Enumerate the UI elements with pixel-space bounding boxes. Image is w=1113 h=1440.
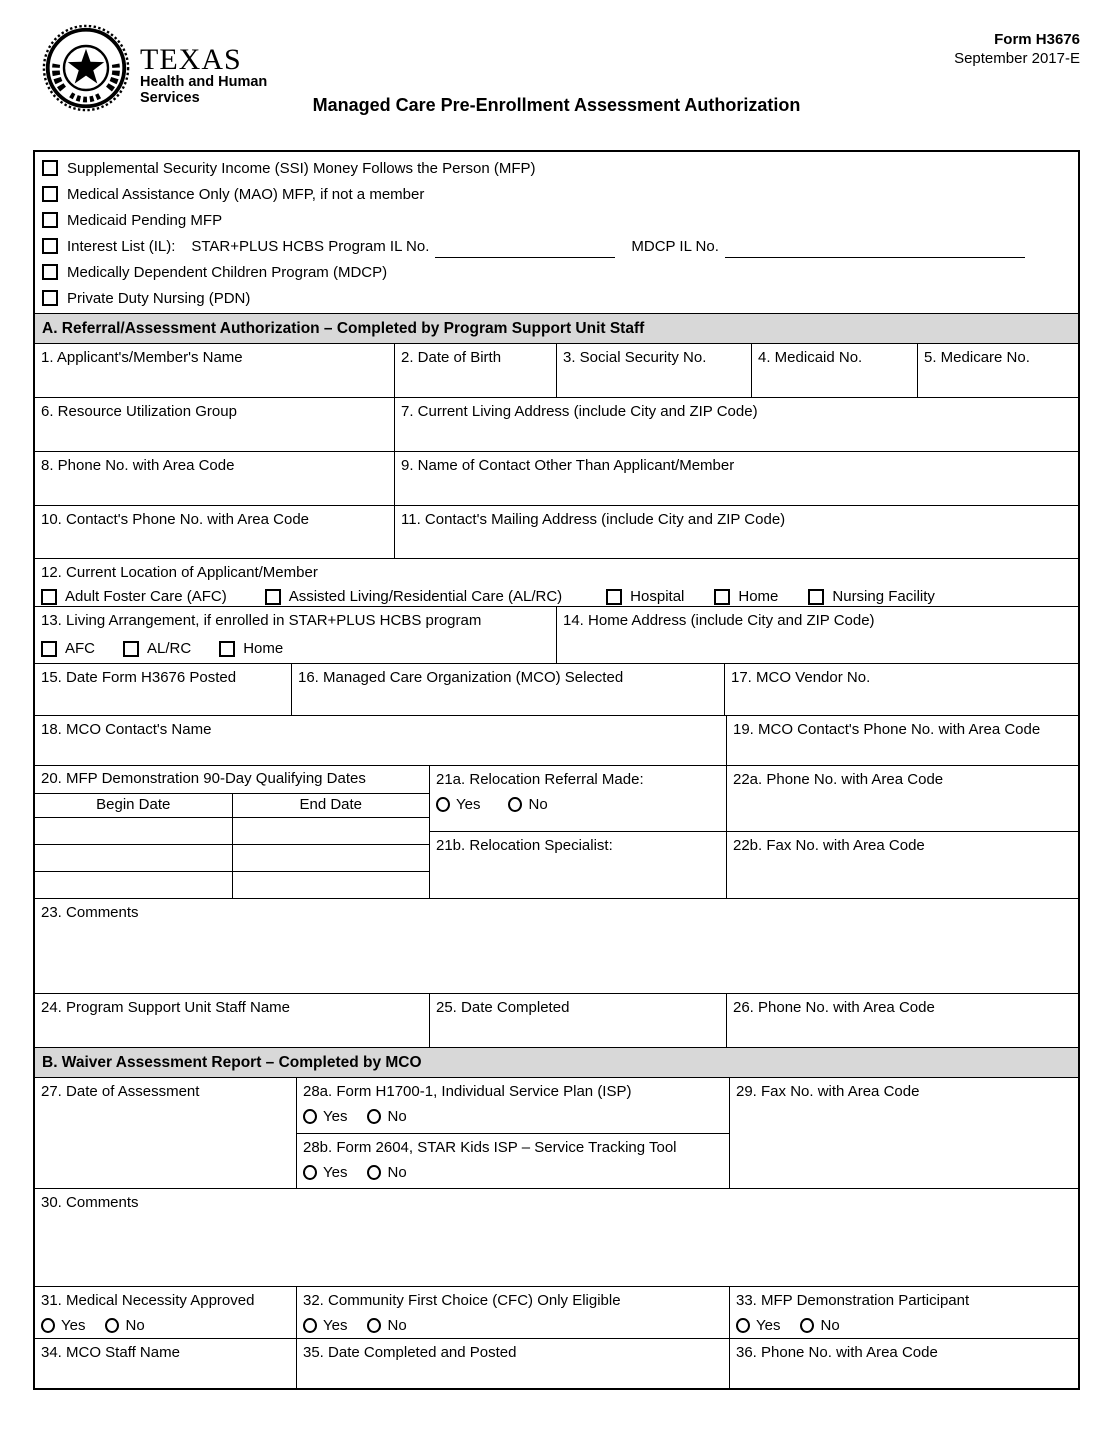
field-24-label: 24. Program Support Unit Staff Name: [41, 999, 291, 1016]
field-9-label: 9. Name of Contact Other Than Applicant/Member: [401, 457, 735, 474]
row-1-5: [35, 343, 1078, 397]
field-32-yes-radio[interactable]: [303, 1318, 317, 1333]
field-23-label: 23. Comments: [41, 904, 139, 921]
program-row-interest-list: [35, 233, 1078, 259]
field-28b-yes-radio[interactable]: [303, 1165, 317, 1180]
field-21a-label: 21a. Relocation Referral Made:: [436, 771, 644, 788]
field-16-mco-selected[interactable]: [292, 664, 725, 715]
field-35-label: 35. Date Completed and Posted: [303, 1344, 517, 1361]
end-date-cell-2[interactable]: [233, 845, 430, 871]
home-arrangement-label: Home: [243, 640, 284, 657]
field-31-label: 31. Medical Necessity Approved: [41, 1292, 255, 1309]
field-29-fax-no[interactable]: [730, 1078, 1078, 1188]
field-28b-no-label: No: [387, 1164, 407, 1181]
form-header: [0, 0, 1113, 150]
agency-subtitle-line2: Services: [140, 90, 200, 106]
location-option-nursing-facility: [808, 588, 935, 605]
field-26-label: 26. Phone No. with Area Code: [733, 999, 935, 1016]
field-13-label: 13. Living Arrangement, if enrolled in STAR+PLUS HCBS program: [41, 612, 482, 629]
home-location-checkbox[interactable]: [714, 589, 730, 605]
begin-date-header: Begin Date: [35, 794, 233, 817]
field-31-no-radio[interactable]: [105, 1318, 119, 1333]
field-18-mco-contact-name[interactable]: [35, 716, 727, 765]
field-33-yes-label: Yes: [756, 1317, 781, 1334]
field-32-label: 32. Community First Choice (CFC) Only Eligible: [303, 1292, 621, 1309]
mdcp-il-no-label: MDCP IL No.: [631, 237, 719, 255]
row-12: [35, 558, 1078, 606]
field-6-resource-utilization-group[interactable]: [35, 398, 395, 451]
row-31-33: [35, 1286, 1078, 1338]
form-edition: September 2017-E: [954, 50, 1080, 67]
field-28a-no-label: No: [387, 1108, 407, 1125]
field-33-radio-group: [736, 1317, 1072, 1334]
afc-arrangement-label: AFC: [65, 640, 95, 657]
row-10-11: [35, 505, 1078, 558]
arrangement-option-home: [219, 640, 283, 657]
field-19-mco-contact-phone[interactable]: [727, 716, 1078, 765]
field-2-date-of-birth[interactable]: [395, 344, 557, 397]
arrangement-option-alrc: [123, 640, 191, 657]
field-28b-radio-group: [303, 1164, 723, 1181]
field-20-label: 20. MFP Demonstration 90-Day Qualifying Dates: [35, 766, 429, 794]
alrc-arrangement-label: AL/RC: [147, 640, 192, 657]
form-body: [33, 150, 1080, 1390]
row-27-29: [35, 1077, 1078, 1188]
field-8-label: 8. Phone No. with Area Code: [41, 457, 235, 474]
afc-location-label: Adult Foster Care (AFC): [65, 588, 227, 605]
field-36-phone-no[interactable]: [730, 1339, 1078, 1388]
field-23-comments[interactable]: [35, 899, 1078, 993]
field-21a-yes-label: Yes: [456, 796, 481, 813]
location-option-afc: [41, 588, 227, 605]
field-34-label: 34. MCO Staff Name: [41, 1344, 180, 1361]
starplus-il-no-label: STAR+PLUS HCBS Program IL No.: [191, 237, 430, 255]
starplus-il-no-input[interactable]: [435, 241, 615, 258]
pdn-checkbox[interactable]: [42, 290, 58, 306]
field-32-radio-group: [303, 1317, 723, 1334]
field-26-phone-no[interactable]: [727, 994, 1078, 1047]
alrc-location-label: Assisted Living/Residential Care (AL/RC): [288, 588, 563, 605]
field-31-yes-radio[interactable]: [41, 1318, 55, 1333]
hospital-checkbox[interactable]: [606, 589, 622, 605]
field-32-cfc-only-eligible: [297, 1287, 730, 1338]
field-15-label: 15. Date Form H3676 Posted: [41, 669, 237, 686]
row-6-7: [35, 397, 1078, 451]
field-28a-yes-radio[interactable]: [303, 1109, 317, 1124]
field-4-medicaid-no[interactable]: [752, 344, 918, 397]
mao-mfp-label: Medical Assistance Only (MAO) MFP, if not a member: [67, 185, 425, 203]
row-30: [35, 1188, 1078, 1286]
row-23: [35, 898, 1078, 993]
field-1-applicant-member-name[interactable]: [35, 344, 395, 397]
form-meta: [954, 30, 1080, 68]
alrc-location-checkbox[interactable]: [265, 589, 281, 605]
nursing-facility-label: Nursing Facility: [832, 588, 935, 605]
row-34-36: [35, 1338, 1078, 1388]
ssi-mfp-checkbox[interactable]: [42, 160, 58, 176]
field-11-label: 11. Contact's Mailing Address (include City and ZIP Code): [401, 511, 786, 528]
field-10-label: 10. Contact's Phone No. with Area Code: [41, 511, 310, 528]
field-28a-no-radio[interactable]: [367, 1109, 381, 1124]
field-28b-form-2604: [297, 1134, 729, 1188]
field-31-yes-label: Yes: [61, 1317, 86, 1334]
program-row-mao-mfp: [35, 181, 1078, 207]
field-20-mfp-qualifying-dates: [35, 766, 430, 898]
field-22b-fax-no[interactable]: [727, 832, 1078, 898]
mfp-dates-table: [35, 766, 429, 898]
interest-list-label: Interest List (IL):: [67, 237, 176, 255]
field-14-home-address[interactable]: [557, 607, 1078, 663]
field-7-label: 7. Current Living Address (include City and ZIP Code): [401, 403, 758, 420]
medicaid-pending-mfp-checkbox[interactable]: [42, 212, 58, 228]
nursing-facility-checkbox[interactable]: [808, 589, 824, 605]
field-4-label: 4. Medicaid No.: [758, 349, 863, 366]
row-8-9: [35, 451, 1078, 505]
field-12-options: [41, 588, 1072, 605]
home-location-label: Home: [738, 588, 779, 605]
field-28b-yes-label: Yes: [323, 1164, 348, 1181]
program-checklist: [35, 152, 1078, 313]
mfp-date-row-2: [35, 845, 429, 872]
form-number: Form H3676: [994, 31, 1080, 48]
mdcp-label: Medically Dependent Children Program (MDCP): [67, 263, 388, 281]
field-32-no-radio[interactable]: [367, 1318, 381, 1333]
field-28a-label: 28a. Form H1700-1, Individual Service Plan (ISP): [303, 1083, 632, 1100]
field-28a-yes-label: Yes: [323, 1108, 348, 1125]
field-6-label: 6. Resource Utilization Group: [41, 403, 237, 420]
field-10-contact-phone-no[interactable]: [35, 506, 395, 558]
field-33-no-radio[interactable]: [800, 1318, 814, 1333]
field-32-no-label: No: [387, 1317, 407, 1334]
field-29-label: 29. Fax No. with Area Code: [736, 1083, 920, 1100]
field-30-label: 30. Comments: [41, 1194, 139, 1211]
row-13-14: [35, 606, 1078, 663]
field-36-label: 36. Phone No. with Area Code: [736, 1344, 938, 1361]
alrc-arrangement-checkbox[interactable]: [123, 641, 139, 657]
location-option-hospital: [606, 588, 684, 605]
field-21a-yes-radio[interactable]: [436, 797, 450, 812]
ssi-mfp-label: Supplemental Security Income (SSI) Money Follows the Person (MFP): [67, 159, 536, 177]
field-30-comments[interactable]: [35, 1189, 1078, 1286]
field-31-radio-group: [41, 1317, 290, 1334]
interest-list-checkbox[interactable]: [42, 238, 58, 254]
program-row-medicaid-pending: [35, 207, 1078, 233]
end-date-header: End Date: [299, 796, 363, 813]
begin-date-cell-2[interactable]: [35, 845, 233, 871]
begin-date-cell-1[interactable]: [35, 818, 233, 844]
field-31-medical-necessity: [35, 1287, 297, 1338]
form-title: Managed Care Pre-Enrollment Assessment Authorization: [312, 95, 801, 115]
mfp-date-row-3: [35, 872, 429, 898]
mdcp-il-no-input[interactable]: [725, 241, 1025, 258]
field-21b-label: 21b. Relocation Specialist:: [436, 837, 613, 854]
field-28b-label: 28b. Form 2604, STAR Kids ISP – Service Tracking Tool: [303, 1139, 677, 1156]
field-2-label: 2. Date of Birth: [401, 349, 502, 366]
field-27-label: 27. Date of Assessment: [41, 1083, 200, 1100]
medicaid-pending-mfp-label: Medicaid Pending MFP: [67, 211, 223, 229]
field-32-yes-label: Yes: [323, 1317, 348, 1334]
hospital-label: Hospital: [630, 588, 685, 605]
arrangement-option-afc: [41, 640, 95, 657]
field-22a-phone-no[interactable]: [727, 766, 1078, 832]
field-21-relocation: [430, 766, 727, 898]
field-28a-form-h1700: [297, 1078, 729, 1134]
field-5-medicare-no[interactable]: [918, 344, 1078, 397]
field-31-no-label: No: [125, 1317, 145, 1334]
field-21a-relocation-referral: [430, 766, 726, 832]
mfp-date-row-1: [35, 818, 429, 845]
mao-mfp-checkbox[interactable]: [42, 186, 58, 202]
field-17-mco-vendor-no[interactable]: [725, 664, 1078, 715]
field-14-label: 14. Home Address (include City and ZIP Code): [563, 612, 875, 629]
field-28a-radio-group: [303, 1108, 723, 1125]
field-22a-label: 22a. Phone No. with Area Code: [733, 771, 944, 788]
field-33-no-label: No: [820, 1317, 840, 1334]
field-8-phone-no[interactable]: [35, 452, 395, 505]
field-9-contact-name[interactable]: [395, 452, 1078, 505]
field-11-contact-mailing-address[interactable]: [395, 506, 1078, 558]
afc-arrangement-checkbox[interactable]: [41, 641, 57, 657]
agency-name: TEXAS: [140, 43, 242, 76]
program-row-ssi-mfp: [35, 155, 1078, 181]
program-row-pdn: [35, 285, 1078, 311]
field-13-living-arrangement: [35, 607, 557, 663]
field-18-label: 18. MCO Contact's Name: [41, 721, 212, 738]
field-21a-no-label: No: [528, 796, 548, 813]
field-16-label: 16. Managed Care Organization (MCO) Selected: [298, 669, 624, 686]
field-28-isp-forms: [297, 1078, 730, 1188]
field-3-social-security-no[interactable]: [557, 344, 752, 397]
location-option-home: [714, 588, 778, 605]
field-22b-label: 22b. Fax No. with Area Code: [733, 837, 925, 854]
row-18-19: [35, 715, 1078, 765]
location-option-alrc: [265, 588, 562, 605]
row-20-22: [35, 765, 1078, 898]
field-7-current-living-address[interactable]: [395, 398, 1078, 451]
field-33-mfp-participant: [730, 1287, 1078, 1338]
row-24-26: [35, 993, 1078, 1047]
field-34-mco-staff-name[interactable]: [35, 1339, 297, 1388]
field-13-options: [41, 640, 550, 657]
field-12-label: 12. Current Location of Applicant/Member: [41, 564, 318, 581]
begin-date-cell-3[interactable]: [35, 872, 233, 898]
mdcp-checkbox[interactable]: [42, 264, 58, 280]
field-24-psu-staff-name[interactable]: [35, 994, 430, 1047]
pdn-label: Private Duty Nursing (PDN): [67, 289, 251, 307]
row-15-17: [35, 663, 1078, 715]
agency-subtitle-line1: Health and Human: [140, 74, 268, 90]
field-35-date-completed-posted[interactable]: [297, 1339, 730, 1388]
program-row-mdcp: [35, 259, 1078, 285]
field-27-date-of-assessment[interactable]: [35, 1078, 297, 1188]
field-22-phone-fax: [727, 766, 1078, 898]
field-33-yes-radio[interactable]: [736, 1318, 750, 1333]
field-33-label: 33. MFP Demonstration Participant: [736, 1292, 970, 1309]
end-date-cell-3[interactable]: [233, 872, 430, 898]
field-21b-relocation-specialist[interactable]: [430, 832, 726, 898]
field-21a-no-radio[interactable]: [508, 797, 522, 812]
home-arrangement-checkbox[interactable]: [219, 641, 235, 657]
field-25-label: 25. Date Completed: [436, 999, 570, 1016]
mfp-dates-header-row: [35, 794, 429, 818]
field-17-label: 17. MCO Vendor No.: [731, 669, 871, 686]
end-date-cell-1[interactable]: [233, 818, 430, 844]
field-12-current-location: [35, 559, 1078, 606]
field-19-label: 19. MCO Contact's Phone No. with Area Code: [733, 721, 1041, 738]
field-1-label: 1. Applicant's/Member's Name: [41, 349, 243, 366]
field-28b-no-radio[interactable]: [367, 1165, 381, 1180]
field-5-label: 5. Medicare No.: [924, 349, 1030, 366]
field-25-date-completed[interactable]: [430, 994, 727, 1047]
afc-location-checkbox[interactable]: [41, 589, 57, 605]
field-21a-radio-group: [436, 796, 720, 813]
field-15-date-posted[interactable]: [35, 664, 292, 715]
section-b-header: B. Waiver Assessment Report – Completed by MCO: [35, 1047, 1078, 1077]
field-3-label: 3. Social Security No.: [563, 349, 707, 366]
section-a-header: A. Referral/Assessment Authorization – Completed by Program Support Unit Staff: [35, 313, 1078, 343]
